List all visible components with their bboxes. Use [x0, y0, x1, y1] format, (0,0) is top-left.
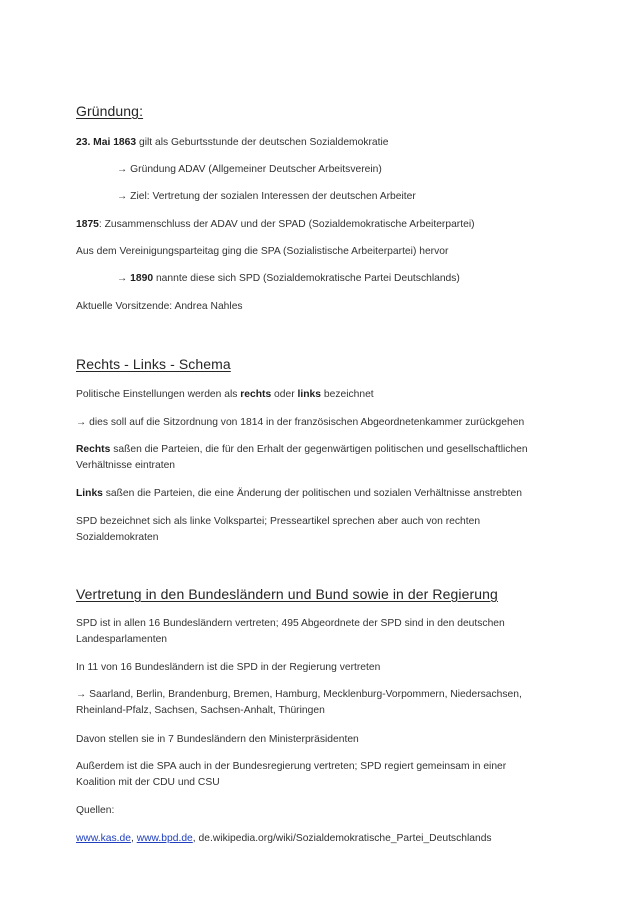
text-1875: : Zusammenschluss der ADAV und der SPAD (Sozialdemokratische Arbeiterpartei)	[98, 219, 475, 230]
text-1863: gilt als Geburtsstunde der deutschen Sozialdemokratie	[136, 137, 389, 148]
paragraph-laenderliste: → Saarland, Berlin, Brandenburg, Bremen, Hamburg, Mecklenburg-Vorpommern, Niedersachsen, Rheinland-Pfalz, Sachsen, Sachsen-Anhalt, Thüringen	[76, 689, 522, 716]
section-heading-gruendung: Gründung:	[76, 103, 144, 119]
paragraph-1863	[76, 135, 389, 151]
link-bpd[interactable]: www.bpd.de	[136, 833, 193, 844]
label-links: Links	[76, 488, 103, 499]
text-rechts: saßen die Parteien, die für den Erhalt der gegenwärtigen politischen und gesellschaftlichen Verhältnisse eintraten	[76, 444, 528, 471]
date-1890: 1890	[130, 273, 154, 284]
paragraph-adav: → Gründung ADAV (Allgemeiner Deutscher Arbeitsverein)	[117, 164, 382, 175]
text-einstellungen-a: Politische Einstellungen werden als	[76, 389, 241, 400]
text-einstellungen-c: oder	[271, 389, 298, 400]
text-einstellungen-e: bezeichnet	[321, 389, 374, 400]
sources-links	[76, 831, 492, 847]
link-wikipedia: de.wikipedia.org/wiki/Sozialdemokratische_Partei_Deutschlands	[198, 833, 492, 844]
section-heading-vertretung: Vertretung in den Bundesländern und Bund sowie in der Regierung	[76, 586, 498, 602]
sources-separator-1: ,	[130, 833, 137, 844]
sources-separator-2: ,	[192, 833, 199, 844]
paragraph-links	[76, 486, 522, 502]
arrow-1890: →	[117, 273, 131, 284]
paragraph-rechts	[76, 442, 566, 474]
text-links: saßen die Parteien, die eine Änderung der politischen und sozialen Verhältnisse anstrebten	[102, 488, 522, 499]
link-kas[interactable]: www.kas.de	[76, 833, 131, 844]
paragraph-einstellungen	[76, 387, 374, 403]
paragraph-1875	[76, 217, 475, 233]
date-1875: 1875	[76, 219, 99, 230]
label-rechts: Rechts	[76, 444, 111, 455]
sources-label: Quellen:	[76, 805, 115, 816]
paragraph-ministerpraesidenten: Davon stellen sie in 7 Bundesländern den Ministerpräsidenten	[76, 734, 359, 745]
text-1890: nannte diese sich SPD (Sozialdemokratische Partei Deutschlands)	[153, 273, 460, 284]
paragraph-1890	[117, 271, 460, 287]
paragraph-bundesregierung: Außerdem ist die SPA auch in der Bundesregierung vertreten; SPD regiert gemeinsam in einer Koalition mit der CDU und CSU	[76, 761, 507, 788]
paragraph-sitzordnung: → dies soll auf die Sitzordnung von 1814 in der französischen Abgeordnetenkammer zurückgehen	[76, 417, 525, 428]
paragraph-bundeslaender: SPD ist in allen 16 Bundesländern vertreten; 495 Abgeordnete der SPD sind in den deutschen Landesparlamenten	[76, 618, 505, 645]
paragraph-vereinigung: Aus dem Vereinigungsparteitag ging die SPA (Sozialistische Arbeiterpartei) hervor	[76, 246, 449, 257]
date-1863: 23. Mai 1863	[76, 137, 137, 148]
paragraph-regierung: In 11 von 16 Bundesländern ist die SPD in der Regierung vertreten	[76, 662, 381, 673]
section-heading-rechts-links: Rechts - Links - Schema	[76, 356, 231, 372]
paragraph-ziel: → Ziel: Vertretung der sozialen Interessen der deutschen Arbeiter	[117, 191, 416, 202]
paragraph-vorsitzende: Aktuelle Vorsitzende: Andrea Nahles	[76, 301, 243, 312]
word-links: links	[297, 389, 321, 400]
word-rechts: rechts	[240, 389, 272, 400]
paragraph-volkspartei: SPD bezeichnet sich als linke Volkspartei; Presseartikel sprechen aber auch von rechten Sozialdemokraten	[76, 516, 481, 543]
